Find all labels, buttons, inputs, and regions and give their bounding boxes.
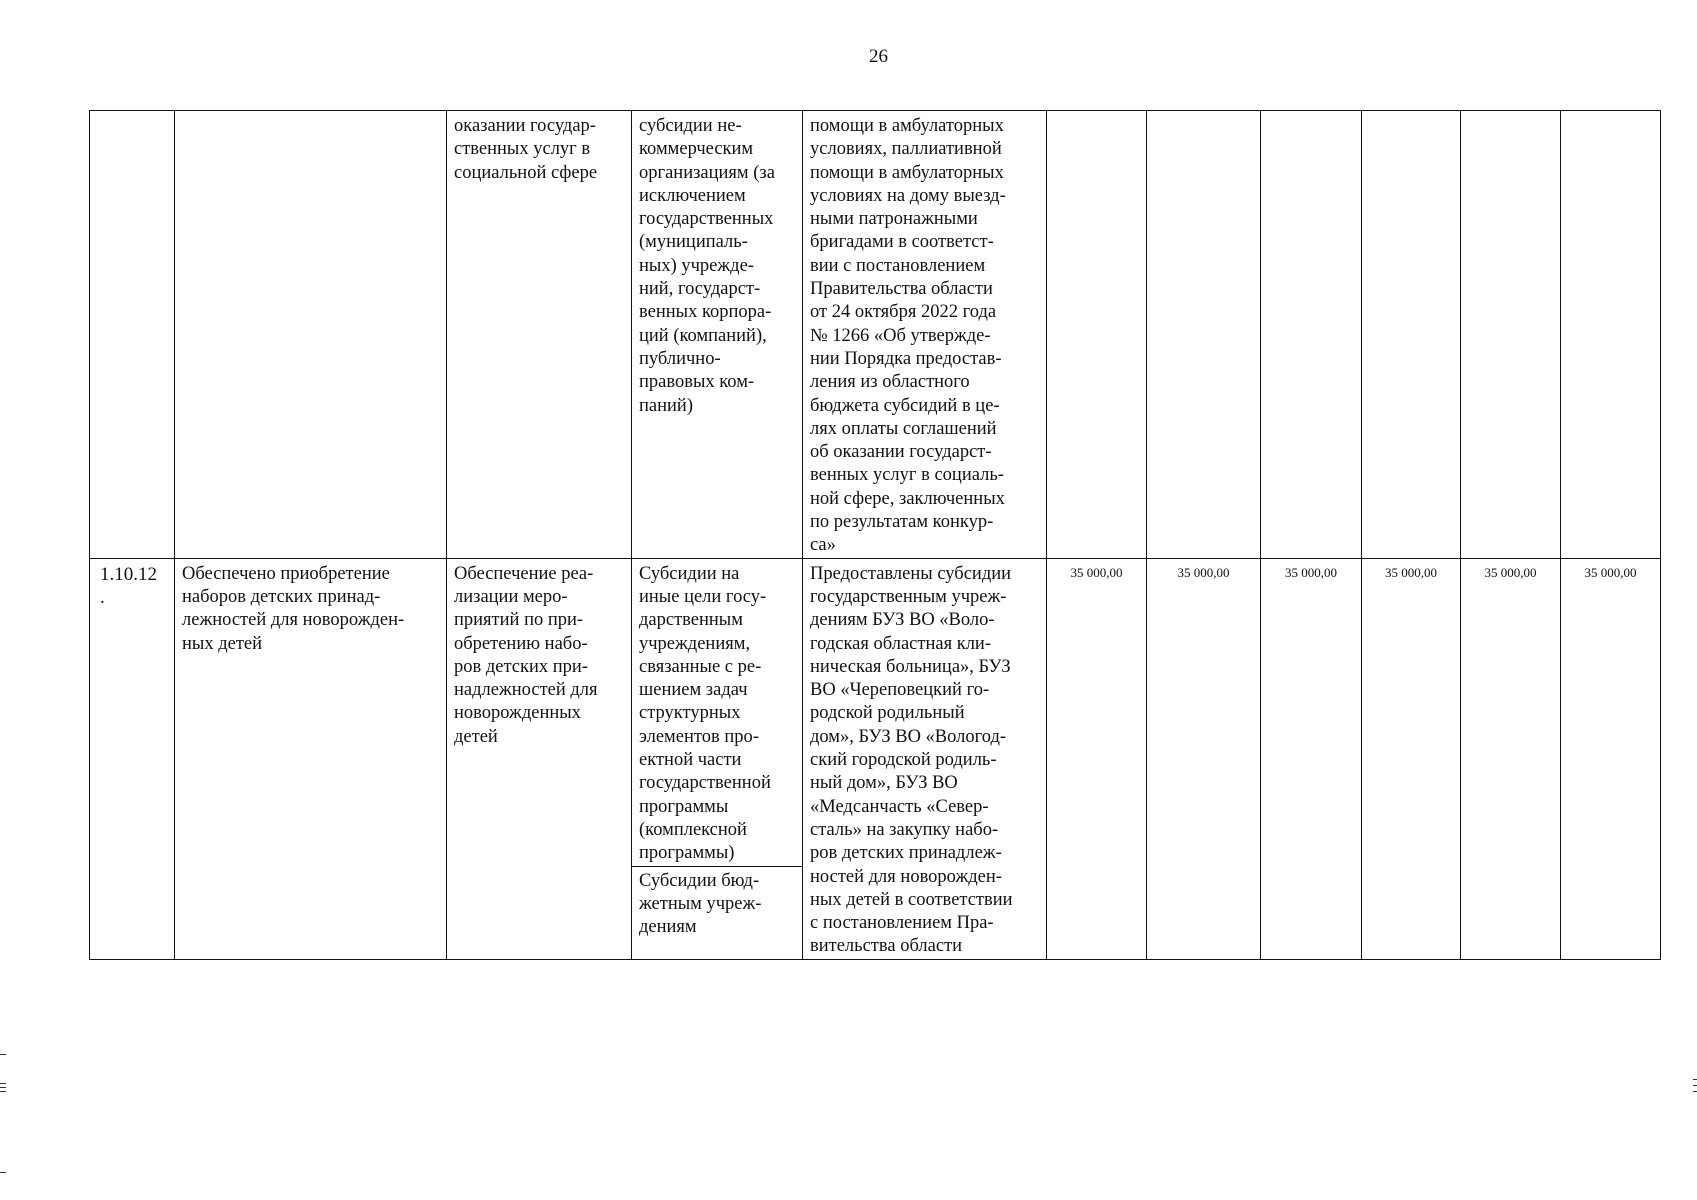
scan-mark bbox=[1693, 1091, 1697, 1092]
row-measure: оказании государ- ственных услуг в социальной сфере bbox=[447, 111, 632, 559]
program-table bbox=[89, 110, 1661, 960]
row-code: 1.10.12 . bbox=[90, 558, 175, 959]
funding-source: субсидии не- коммерческим организациям (за исключением государственных (муниципаль- ных) учрежде- ний, государст- венных корпора- ций (компаний), публично- правовых ком- паний) bbox=[639, 116, 775, 416]
scan-mark bbox=[1693, 1079, 1697, 1080]
amount-cell: 35 000,00 bbox=[1147, 558, 1261, 959]
row-description: помощи в амбулаторных условиях, паллиативной помощи в амбулаторных условиях на дому выезд- ными патронажными бригадами в соответст- вии с постановлением Правительства области от 24 октября 2022 года № 1266 «Об утвержде- нии Порядка предостав- ления из областного бюджета субсидий в це- лях оплаты соглашений об оказании государст- венных услуг в социаль- ной сфере, заключенных по результатам конкур- са» bbox=[803, 111, 1047, 559]
table-row bbox=[90, 111, 1661, 559]
amount-cell: 35 000,00 bbox=[1261, 558, 1362, 959]
scan-mark bbox=[1693, 1085, 1697, 1086]
amount-cell: 35 000,00 bbox=[1362, 558, 1461, 959]
funding-source: Субсидии на иные цели госу- дарственным учреждениям, связанные с ре- шением задач структурных элементов про- ектной части государственной программы (комплексной программы) bbox=[639, 563, 771, 864]
amount-cell bbox=[1047, 111, 1147, 559]
amount-cell bbox=[1362, 111, 1461, 559]
scan-mark bbox=[0, 1172, 6, 1173]
amount-cell bbox=[1261, 111, 1362, 559]
amount-cell: 35 000,00 bbox=[1047, 558, 1147, 959]
funding-source: Субсидии бюд- жетным учреж- дениям bbox=[632, 866, 802, 940]
row-code bbox=[90, 111, 175, 559]
table-row bbox=[90, 558, 1661, 959]
scan-mark bbox=[0, 1083, 6, 1084]
row-result bbox=[175, 111, 447, 559]
row-funding bbox=[632, 558, 803, 959]
amount-cell: 35 000,00 bbox=[1461, 558, 1561, 959]
page-number: 26 bbox=[869, 46, 888, 67]
amount-cell bbox=[1561, 111, 1661, 559]
amount-cell bbox=[1147, 111, 1261, 559]
row-measure: Обеспечение реа- лизации меро- приятий по при- обретению набо- ров детских при- надлежностей для новорожденных детей bbox=[447, 558, 632, 959]
scan-mark bbox=[0, 1054, 6, 1055]
row-funding bbox=[632, 111, 803, 559]
row-description: Предоставлены субсидии государственным учреж- дениям БУЗ ВО «Воло- годская областная кли- ническая больница», БУЗ ВО «Череповецкий го- родской родильный дом», БУЗ ВО «Вологод- ский городской родиль- ный дом», БУЗ ВО «Медсанчасть «Север- сталь» на закупку набо- ров детских принадлеж- ностей для новорожден- ных детей в соответствии с постановлением Пра- вительства области bbox=[803, 558, 1047, 959]
scan-mark bbox=[0, 1087, 6, 1088]
amount-cell: 35 000,00 bbox=[1561, 558, 1661, 959]
scan-mark bbox=[0, 1091, 6, 1092]
amount-cell bbox=[1461, 111, 1561, 559]
row-result: Обеспечено приобретение наборов детских принад- лежностей для новорожден- ных детей bbox=[175, 558, 447, 959]
